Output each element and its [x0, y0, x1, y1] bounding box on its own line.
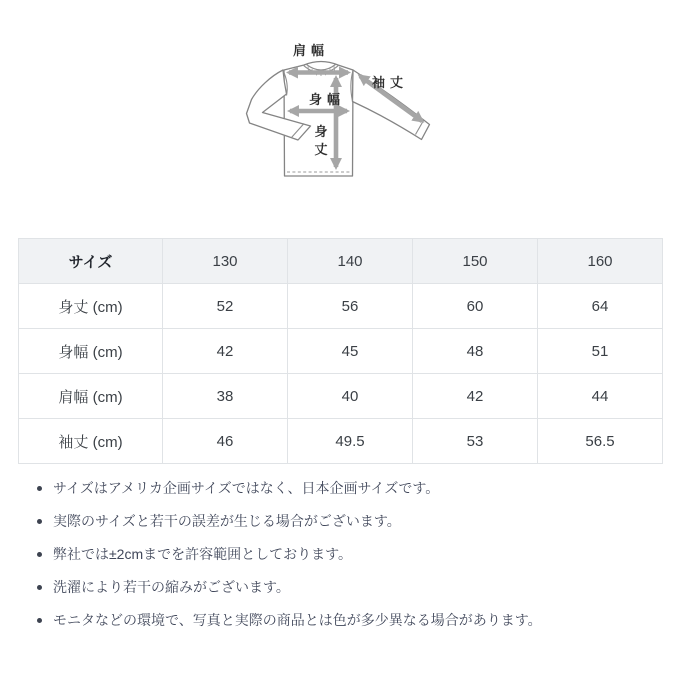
body-length-label-char2: 丈 — [314, 142, 328, 157]
size-value-cell: 56.5 — [538, 419, 663, 464]
table-row-body-width — [19, 329, 663, 374]
size-150-header: 150 — [413, 239, 538, 284]
note-item — [36, 577, 664, 597]
size-column-header: サイズ — [19, 239, 163, 284]
size-value-cell: 48 — [413, 329, 538, 374]
table-header-row — [19, 239, 663, 284]
size-value-cell: 51 — [538, 329, 663, 374]
note-text: モニタなどの環境で、写真と実際の商品とは色が多少異なる場合があります。 — [53, 612, 542, 628]
sleeve-length-label: 袖丈 — [371, 75, 409, 90]
size-value-cell: 49.5 — [288, 419, 413, 464]
note-text: サイズはアメリカ企画サイズではなく、日本企画サイズです。 — [53, 480, 440, 496]
shoulder-width-label: 肩幅 — [292, 43, 330, 58]
size-value-cell: 53 — [413, 419, 538, 464]
size-value-cell: 56 — [288, 284, 413, 329]
shirt-body — [284, 62, 353, 177]
note-item — [36, 544, 664, 564]
shirt-measurement-diagram — [0, 0, 680, 236]
size-value-cell: 64 — [538, 284, 663, 329]
row-label: 袖丈 (cm) — [19, 419, 163, 464]
note-text: 弊社では±2cmまでを許容範囲としております。 — [53, 546, 353, 562]
size-160-header: 160 — [538, 239, 663, 284]
bullet-icon — [37, 519, 42, 524]
bullet-icon — [37, 552, 42, 557]
table-row-body-length — [19, 284, 663, 329]
size-value-cell: 60 — [413, 284, 538, 329]
bullet-icon — [37, 585, 42, 590]
size-value-cell: 44 — [538, 374, 663, 419]
note-text: 実際のサイズと若干の誤差が生じる場合がございます。 — [53, 513, 401, 529]
note-item — [36, 511, 664, 531]
size-value-cell: 45 — [288, 329, 413, 374]
note-item — [36, 610, 664, 630]
size-value-cell: 38 — [163, 374, 288, 419]
note-text: 洗濯により若干の縮みがございます。 — [53, 579, 290, 595]
table-row-shoulder-width — [19, 374, 663, 419]
row-label: 身幅 (cm) — [19, 329, 163, 374]
bullet-icon — [37, 618, 42, 623]
bullet-icon — [37, 486, 42, 491]
size-value-cell: 52 — [163, 284, 288, 329]
row-label: 身丈 (cm) — [19, 284, 163, 329]
notes-list — [36, 478, 664, 643]
size-140-header: 140 — [288, 239, 413, 284]
row-label: 肩幅 (cm) — [19, 374, 163, 419]
size-value-cell: 46 — [163, 419, 288, 464]
size-table — [18, 238, 663, 464]
size-value-cell: 42 — [413, 374, 538, 419]
size-130-header: 130 — [163, 239, 288, 284]
note-item — [36, 478, 664, 498]
body-length-label-char1: 身 — [314, 124, 328, 139]
size-value-cell: 42 — [163, 329, 288, 374]
table-row-sleeve-length — [19, 419, 663, 464]
body-width-label: 身幅 — [308, 92, 346, 107]
size-value-cell: 40 — [288, 374, 413, 419]
